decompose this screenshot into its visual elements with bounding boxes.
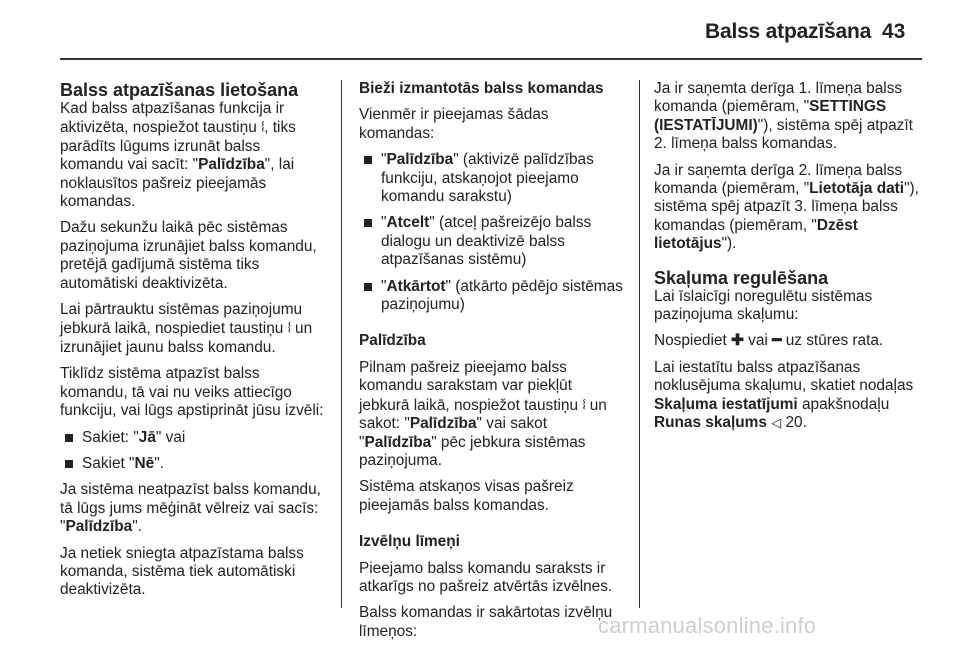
paragraph: Tiklīdz sistēma atpazīst balss komandu, tā vai nu veiks attiecīgo funkciju, vai lūgs apstiprināt jūsu izvēli:	[60, 365, 324, 420]
plus-icon: ✚	[731, 332, 744, 350]
paragraph: Ja ir saņemta derīga 2. līmeņa balss komanda (piemēram, "Lietotāja dati"), sistēma spēj atpazīt 3. līmeņa balss komandas (piemēram, "Dzēst lietotājus").	[654, 161, 919, 253]
paragraph: Pilnam pašreiz pieejamo balss komandu sarakstam var piekļūt jebkurā laikā, nospiežot taustiņu 𝄔 un sakot: "Palīdzība" vai sakot "Palīdzība" pēc jebkura sistēmas paziņojuma.	[359, 358, 607, 469]
list-item: "Palīdzība" (aktivizē palīdzības funkciju, atskaņojot pieejamo komandu sarakstu)	[359, 151, 625, 206]
bullet-icon	[65, 434, 73, 442]
header-rule	[60, 58, 922, 60]
paragraph: Lai iestatītu balss atpazīšanas noklusējuma skaļumu, skatiet nodaļas Skaļuma iestatījumi apakšnodaļu Runas skaļums ◁ 20.	[654, 358, 914, 432]
paragraph: Lai pārtrauktu sistēmas paziņojumu jebkurā laikā, nospiediet taustiņu 𝄔 un izrunājiet jaunu balss komandu.	[60, 301, 313, 356]
section-heading-voice-use: Balss atpazīšanas lietošana	[60, 80, 299, 100]
bullet-icon	[364, 219, 372, 227]
watermark: carmanualsonline.info	[598, 613, 817, 638]
paragraph: Pieejamo balss komandu saraksts ir atkarīgs no pašreiz atvērtās izvēlnes.	[359, 559, 613, 595]
list-item: "Atcelt" (atceļ pašreizējo balss dialogu un deaktivizē balss atpazīšanas sistēmu)	[359, 214, 625, 269]
bullet-icon	[65, 460, 73, 468]
paragraph: Nospiediet ✚ vai ━ uz stūres rata.	[654, 332, 884, 350]
section-heading-volume: Skaļuma regulēšana	[654, 267, 829, 288]
column-1	[60, 80, 326, 608]
page-reference-icon: ◁	[771, 415, 782, 431]
paragraph: Sistēma atskaņos visas pašreiz pieejamās balss komandas.	[359, 478, 574, 514]
bullet-icon	[364, 156, 372, 164]
paragraph: Kad balss atpazīšanas funkcija ir aktivizēta, nospiežot taustiņu 𝄔, tiks parādīts lūgums izrunāt balss komandu vai sacīt: "Palīdzība", lai noklausītos pašreiz pieejamās komandas.	[60, 100, 296, 211]
bullet-icon	[364, 283, 372, 291]
minus-icon: ━	[772, 332, 782, 350]
list-item: Sakiet "Nē".	[60, 455, 326, 473]
paragraph: Dažu sekunžu laikā pēc sistēmas paziņojuma izrunājiet balss komandu, pretējā gadījumā sistēma tiks automātiski deaktivizēta.	[60, 219, 317, 292]
voice-button-icon: 𝄔	[582, 396, 586, 412]
paragraph: Ja ir saņemta derīga 1. līmeņa balss komanda (piemēram, "SETTINGS (IESTATĪJUMI)"), sistēma spēj atpazīt 2. līmeņa balss komandas.	[654, 80, 913, 153]
paragraph: Vienmēr ir pieejamas šādas komandas:	[359, 106, 549, 142]
paragraph: Lai īslaicīgi noregulētu sistēmas paziņojuma skaļumu:	[654, 287, 873, 324]
header-title: Balss atpazīšana	[705, 20, 872, 43]
list-item: "Atkārtot" (atkārto pēdējo sistēmas paziņojumu)	[359, 278, 625, 315]
subheading: Bieži izmantotās balss komandas	[359, 80, 604, 97]
paragraph: Balss komandas ir sakārtotas izvēlņu līmeņos:	[359, 604, 613, 640]
column-2	[359, 80, 625, 649]
subheading: Palīdzība	[359, 332, 426, 350]
column-divider	[639, 80, 640, 608]
page-number: 43	[882, 20, 906, 43]
subheading: Izvēlņu līmeņi	[359, 533, 460, 551]
list-item: Sakiet: "Jā" vai	[60, 429, 326, 447]
voice-button-icon: 𝄔	[287, 320, 291, 336]
voice-button-icon: 𝄔	[261, 119, 265, 135]
column-divider	[341, 80, 342, 608]
paragraph: Ja sistēma neatpazīst balss komandu, tā lūgs jums mēģināt vēlreiz vai sacīs: "Palīdzība".	[60, 481, 321, 536]
paragraph: Ja netiek sniegta atpazīstama balss komanda, sistēma tiek automātiski deaktivizēta.	[60, 544, 304, 599]
column-3	[654, 80, 928, 441]
